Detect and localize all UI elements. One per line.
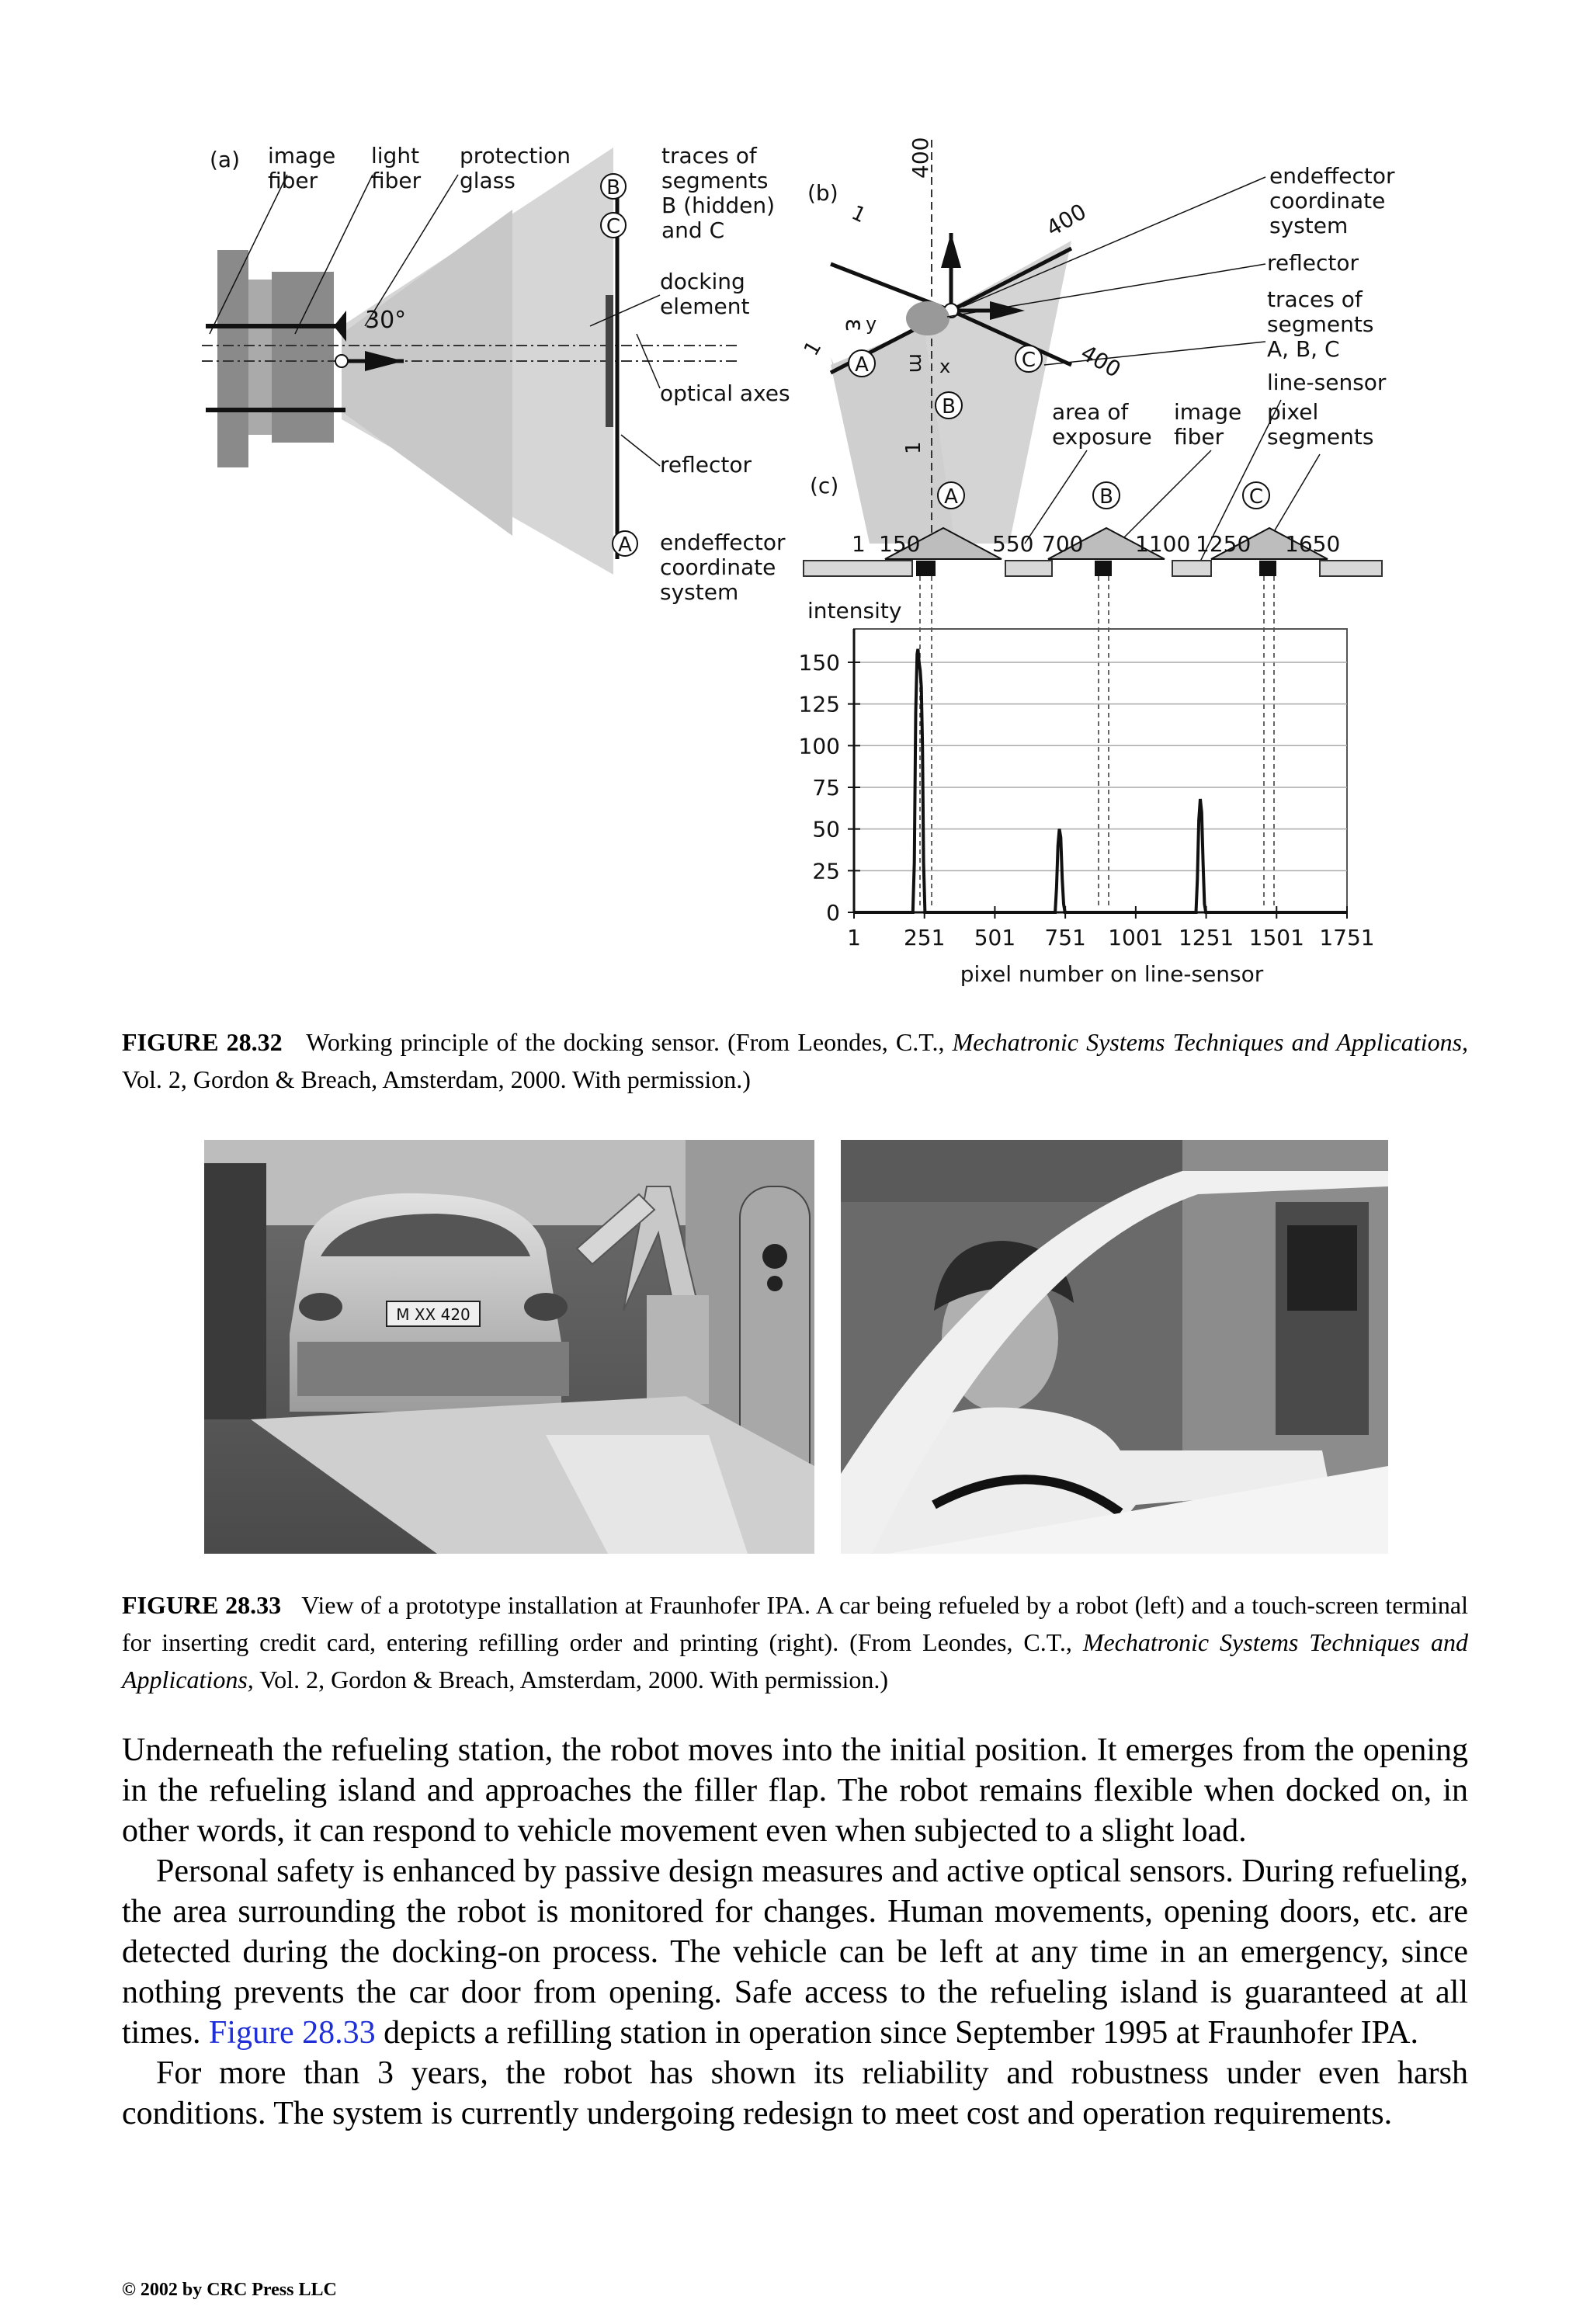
- panel-b-label: (b): [807, 180, 838, 206]
- figure-28-32-caption: [122, 1023, 1468, 1098]
- label-area-exposure-1: area of: [1052, 399, 1129, 425]
- dim-400-top: 400: [908, 137, 933, 179]
- paragraph-2-part-b: depicts a refilling station in operation since September 1995 at Fraunhofer IPA.: [375, 2015, 1418, 2051]
- y-tick-label-0: 0: [826, 900, 840, 926]
- label-light-fiber-2: fiber: [371, 168, 422, 193]
- label-traces-b-1: traces of: [1267, 287, 1363, 312]
- active-pixel-blocks: [916, 561, 1276, 576]
- paragraph-3: For more than 3 years, the robot has shown its reliability and robustness under even harsh conditions. The system is currently undergoing redesign to meet cost and operation requirements.: [122, 2055, 1468, 2131]
- marker-b-b: [936, 392, 962, 419]
- x-tick-label-1001: 1001: [1108, 925, 1164, 950]
- docking-element-plate: [606, 295, 613, 427]
- panel-a-label: (a): [210, 147, 241, 172]
- label-image-fiber-1: image: [268, 143, 336, 168]
- y-label: y: [866, 313, 877, 335]
- y-tick-label-150: 150: [798, 649, 840, 676]
- caption-label-28-32: FIGURE 28.32: [122, 1028, 283, 1056]
- seg-tick-1100: 1100: [1135, 531, 1191, 557]
- label-line-sensor: line-sensor: [1267, 370, 1387, 395]
- m-label: m: [904, 353, 928, 373]
- label-traces-2: segments: [661, 168, 769, 193]
- photo-touchscreen-terminal: [841, 1140, 1388, 1554]
- dim-400-right: 400: [1076, 339, 1126, 383]
- seg-tick-150: 150: [879, 531, 921, 557]
- caption-text-28-33: View of a prototype installation at Fraunhofer IPA. A car being refueled by a robot (left) and a touch-screen terminal for inserting credit card, entering refilling order and printing (right). (From Leondes, C.T.,: [122, 1591, 1468, 1656]
- photo-terminal-art: [841, 1140, 1388, 1554]
- marker-b-c: [1015, 346, 1042, 372]
- paragraph-2-part-a: Personal safety is enhanced by passive design measures and active optical sensors. During refueling, the area surrounding the robot is monitored for changes. Human movements, opening doors, etc. are detected during the docking-on process. The vehicle can be left at any time in an emergency, since nothing prevents the car door from opening. Safe access to the refueling island is guaranteed at all times.: [122, 1853, 1469, 2051]
- dim-1-b: 1: [800, 337, 827, 360]
- y-tick-label-25: 25: [812, 858, 840, 884]
- seg-tick-1650: 1650: [1285, 531, 1341, 557]
- origin-point: [335, 355, 348, 367]
- label-traces-3: B (hidden): [661, 193, 776, 218]
- marker-c-a: [938, 482, 964, 509]
- label-optical-axes: optical axes: [660, 380, 790, 406]
- segment-marker-c: [601, 213, 626, 238]
- label-angle-30: 30°: [365, 307, 407, 334]
- label-docking-2: element: [660, 294, 750, 319]
- pixel-segments-row: [804, 561, 1382, 576]
- label-reflector-a: reflector: [660, 452, 752, 478]
- segment-marker-a: [613, 531, 637, 557]
- label-endeffector-b-3: system: [1269, 213, 1349, 238]
- marker-b-a: [849, 350, 875, 377]
- intensity-chart: [799, 598, 1375, 987]
- body-text: [122, 1730, 1468, 2134]
- epsilon-label: ε: [840, 318, 870, 332]
- figure-28-33-link[interactable]: Figure 28.33: [209, 2015, 376, 2051]
- label-reflector-b: reflector: [1267, 250, 1359, 276]
- x-tick-label-1751: 1751: [1319, 925, 1375, 950]
- label-protection-glass-2: glass: [460, 168, 516, 193]
- label-endeffector-b-1: endeffector: [1269, 163, 1395, 189]
- svg-text:C: C: [1248, 485, 1264, 509]
- label-endeffector-b-2: coordinate: [1269, 188, 1386, 214]
- caption-rest-28-33: Vol. 2, Gordon & Breach, Amsterdam, 2000. With permission.): [253, 1666, 889, 1693]
- dim-1-a: 1: [848, 201, 870, 228]
- label-image-fiber-2: fiber: [268, 168, 318, 193]
- x-tick-label-1501: 1501: [1248, 925, 1304, 950]
- label-traces-b-3: A, B, C: [1267, 336, 1340, 362]
- y-tick-label-100: 100: [798, 733, 840, 759]
- label-image-fiber-b-1: image: [1174, 399, 1242, 425]
- x-label: x: [939, 356, 951, 377]
- x-tick-label-251: 251: [903, 925, 946, 950]
- seg-tick-1: 1: [852, 531, 866, 557]
- svg-text:B: B: [942, 395, 956, 419]
- marker-c-b: [1093, 482, 1120, 509]
- seg-tick-550: 550: [992, 531, 1034, 557]
- svg-text:A: A: [855, 353, 869, 377]
- marker-c-c: [1243, 482, 1269, 509]
- label-protection-glass-1: protection: [460, 143, 571, 168]
- label-light-fiber-1: light: [371, 143, 420, 168]
- svg-text:C: C: [1021, 349, 1036, 372]
- svg-text:A: A: [944, 485, 958, 509]
- seg-tick-700: 700: [1042, 531, 1084, 557]
- x-tick-label-751: 751: [1044, 925, 1086, 950]
- photo-robot-refueling-art: [204, 1140, 814, 1554]
- x-axis-label: pixel number on line-sensor: [960, 961, 1264, 987]
- photo-robot-refueling: [204, 1140, 814, 1554]
- label-area-exposure-2: exposure: [1052, 424, 1152, 450]
- label-endeffector-a-1: endeffector: [660, 530, 786, 555]
- label-pixel-segments-1: pixel: [1267, 399, 1319, 425]
- license-plate: M XX 420: [396, 1305, 470, 1324]
- label-pixel-segments-2: segments: [1267, 424, 1374, 450]
- housing-left: [217, 250, 248, 467]
- caption-text-28-32: Working principle of the docking sensor. (From Leondes, C.T.,: [306, 1028, 953, 1056]
- x-tick-label-1: 1: [847, 925, 861, 950]
- housing-right: [272, 272, 334, 443]
- label-docking-1: docking: [660, 269, 745, 294]
- label-traces-4: and C: [661, 217, 725, 243]
- seg-tick-1250: 1250: [1196, 531, 1252, 557]
- arrow-up: [334, 311, 346, 342]
- figure-28-32: [0, 0, 1590, 1009]
- panel-c-label: (c): [810, 473, 839, 498]
- intensity-series-line: [854, 649, 1347, 912]
- arrow-b-up: [941, 233, 961, 268]
- figure-28-33-caption: [122, 1586, 1468, 1698]
- segment-marker-b: [601, 174, 626, 200]
- label-traces-1: traces of: [661, 143, 757, 168]
- paragraph-1: Underneath the refueling station, the robot moves into the initial position. It emerges from the opening in the refueling island and approaches the filler flap. The robot remains flexible when docked on, in other words, it can respond to vehicle movement even when subjected to a slight load.: [122, 1732, 1468, 1849]
- dim-1-c: 1: [902, 441, 925, 454]
- label-traces-b-2: segments: [1267, 311, 1374, 337]
- label-endeffector-a-3: system: [660, 579, 739, 605]
- y-tick-label-75: 75: [812, 774, 840, 801]
- label-endeffector-a-2: coordinate: [660, 554, 776, 580]
- light-cone-inner: [342, 210, 512, 536]
- dim-400-diag: 400: [1042, 198, 1091, 242]
- x-tick-label-1251: 1251: [1178, 925, 1234, 950]
- caption-italic-28-33: Mechatronic Systems Techniques and Applications,: [122, 1628, 1469, 1693]
- label-image-fiber-b-2: fiber: [1174, 424, 1224, 450]
- y-tick-label-125: 125: [798, 691, 840, 717]
- caption-rest-28-32: Vol. 2, Gordon & Breach, Amsterdam, 2000. With permission.): [122, 1065, 751, 1093]
- svg-text:C: C: [606, 215, 621, 238]
- y-tick-label-50: 50: [812, 816, 840, 842]
- reflector-b: [906, 301, 949, 335]
- caption-label-28-33: FIGURE 28.33: [122, 1591, 282, 1619]
- caption-italic-28-32: Mechatronic Systems Techniques and Applications,: [952, 1028, 1469, 1056]
- projection-lines: [920, 576, 1274, 908]
- plot-frame: [854, 629, 1347, 912]
- svg-text:B: B: [1099, 485, 1113, 509]
- svg-text:A: A: [618, 533, 632, 557]
- svg-text:B: B: [606, 176, 620, 200]
- y-axis-label: intensity: [807, 598, 902, 624]
- paragraph-2: [122, 1851, 1468, 2053]
- copyright-footer: © 2002 by CRC Press LLC: [122, 2280, 337, 2300]
- x-tick-label-501: 501: [974, 925, 1016, 950]
